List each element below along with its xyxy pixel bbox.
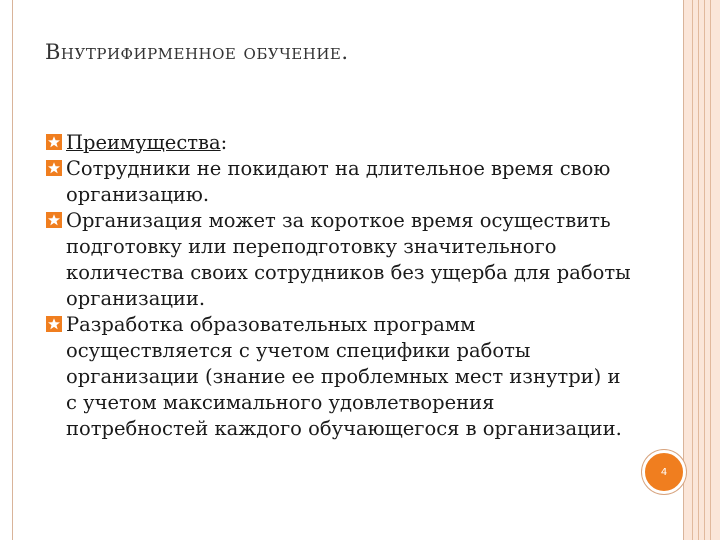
slide-title: Внутрифирменное обучение. <box>45 40 349 64</box>
bullet-text: Организация может за короткое время осуществить подготовку или переподготовку значительного количества своих сотрудников без ущерба для работы организации. <box>66 209 631 310</box>
star-bullet-icon <box>46 212 62 228</box>
band-line <box>698 0 699 540</box>
bullet-item <box>46 208 636 312</box>
band-line <box>704 0 705 540</box>
advantages-colon: : <box>220 131 228 154</box>
bullet-list <box>46 130 636 442</box>
band-line <box>710 0 711 540</box>
star-bullet-icon <box>46 316 62 332</box>
bullet-item <box>46 312 636 442</box>
band-line <box>692 0 693 540</box>
right-decorative-band <box>684 0 720 540</box>
bullet-text: Разработка образовательных программ осуществляется с учетом специфики работы организации (знание ее проблемных мест изнутри) и с учетом максимального удовлетворения потребностей каждого обучающегося в организации. <box>66 313 622 440</box>
star-bullet-icon <box>46 134 62 150</box>
page-number-badge: 4 <box>642 450 686 494</box>
advantages-heading: Преимущества <box>66 131 221 154</box>
bullet-item <box>46 156 636 208</box>
star-bullet-icon <box>46 160 62 176</box>
bullet-item <box>46 130 636 156</box>
bullet-text: Сотрудники не покидают на длительное время свою организацию. <box>66 157 611 206</box>
